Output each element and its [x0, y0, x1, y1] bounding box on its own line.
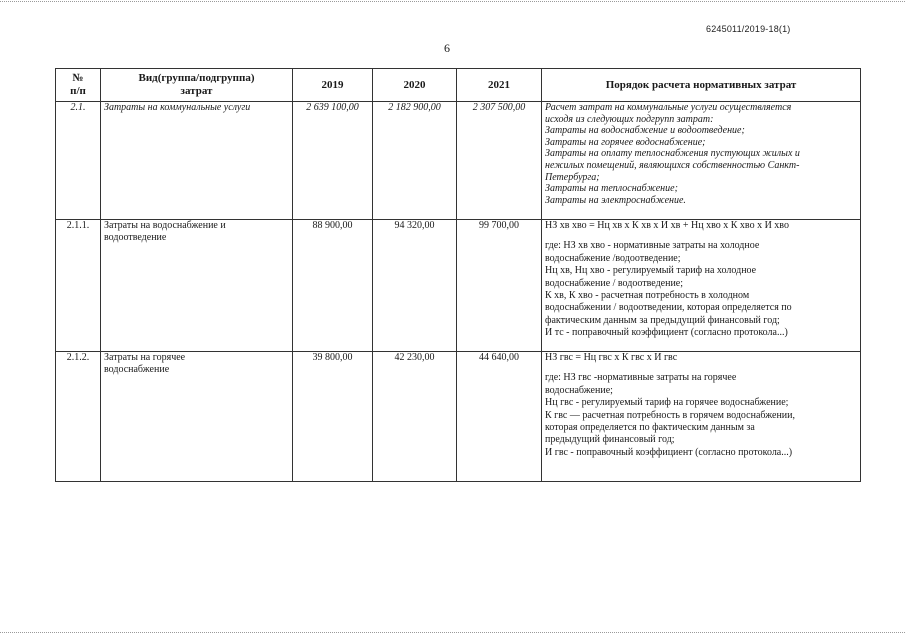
row-value-2019: 39 800,00	[293, 352, 373, 482]
table-header-row	[56, 69, 861, 102]
row-cost-type: Затраты на водоснабжение и водоотведение	[101, 220, 293, 352]
row-number: 2.1.	[56, 102, 101, 220]
header-year-2021: 2021	[457, 69, 542, 102]
header-calc-method: Порядок расчета нормативных затрат	[542, 69, 861, 102]
row-cost-type: Затраты на горячее водоснабжение	[101, 352, 293, 482]
header-year-2019: 2019	[293, 69, 373, 102]
formula-legend: где: НЗ хв хво - нормативные затраты на холодное водоснабжение /водоотведение; Нц хв, Нц хво - регулируемый тариф на холодное водоснабжение / водоотведение; К хв, К хво - расчетная потребность в холодном водоснабжении / водоотведении, которая определяется по фактическим данным за предыдущий финансовый год; И тс - поправочный коэффициент (согласно протокола...)	[545, 240, 792, 339]
row-value-2021: 2 307 500,00	[457, 102, 542, 220]
row-calc-method	[542, 220, 861, 352]
table-row	[56, 102, 861, 220]
row-value-2019: 2 639 100,00	[293, 102, 373, 220]
document-id: 6245011/2019-18(1)	[706, 24, 791, 34]
row-value-2020: 2 182 900,00	[373, 102, 457, 220]
row-cost-type: Затраты на коммунальные услуги	[101, 102, 293, 220]
row-value-2020: 42 230,00	[373, 352, 457, 482]
formula: НЗ гвс = Нц гвс х К гвс х И гвс	[545, 352, 678, 363]
row-calc-method: Расчет затрат на коммунальные услуги осуществляется исходя из следующих подгрупп затрат: Затраты на водоснабжение и водоотведение; Затраты на горячее водоснабжение; Затраты на оплату теплоснабжения пустующих жилых и нежилых помещений, являющихся собственностью Санкт- Петербурга; Затраты на теплоснабжение; Затраты на электроснабжение.	[542, 102, 861, 220]
table-row	[56, 220, 861, 352]
table-row	[56, 352, 861, 482]
formula-legend: где: НЗ гвс -нормативные затраты на горячее водоснабжение; Нц гвс - регулируемый тариф на горячее водоснабжение; К гвс — расчетная потребность в горячем водоснабжении, которая определяется по фактическим данным за предыдущий финансовый год; И гвс - поправочный коэффициент (согласно протокола...)	[545, 372, 795, 458]
row-value-2020: 94 320,00	[373, 220, 457, 352]
row-calc-method	[542, 352, 861, 482]
scan-artifact-bottom	[0, 632, 905, 633]
row-value-2021: 44 640,00	[457, 352, 542, 482]
cost-table	[55, 68, 861, 482]
row-number: 2.1.2.	[56, 352, 101, 482]
scan-artifact-top	[0, 1, 905, 2]
header-cost-type: Вид(группа/подгруппа) затрат	[101, 69, 293, 102]
header-number: № п/п	[56, 69, 101, 102]
header-year-2020: 2020	[373, 69, 457, 102]
row-number: 2.1.1.	[56, 220, 101, 352]
row-value-2021: 99 700,00	[457, 220, 542, 352]
formula: НЗ хв хво = Нц хв х К хв х И хв + Нц хво х К хво х И хво	[545, 220, 789, 231]
page-number: 6	[444, 41, 450, 55]
row-value-2019: 88 900,00	[293, 220, 373, 352]
